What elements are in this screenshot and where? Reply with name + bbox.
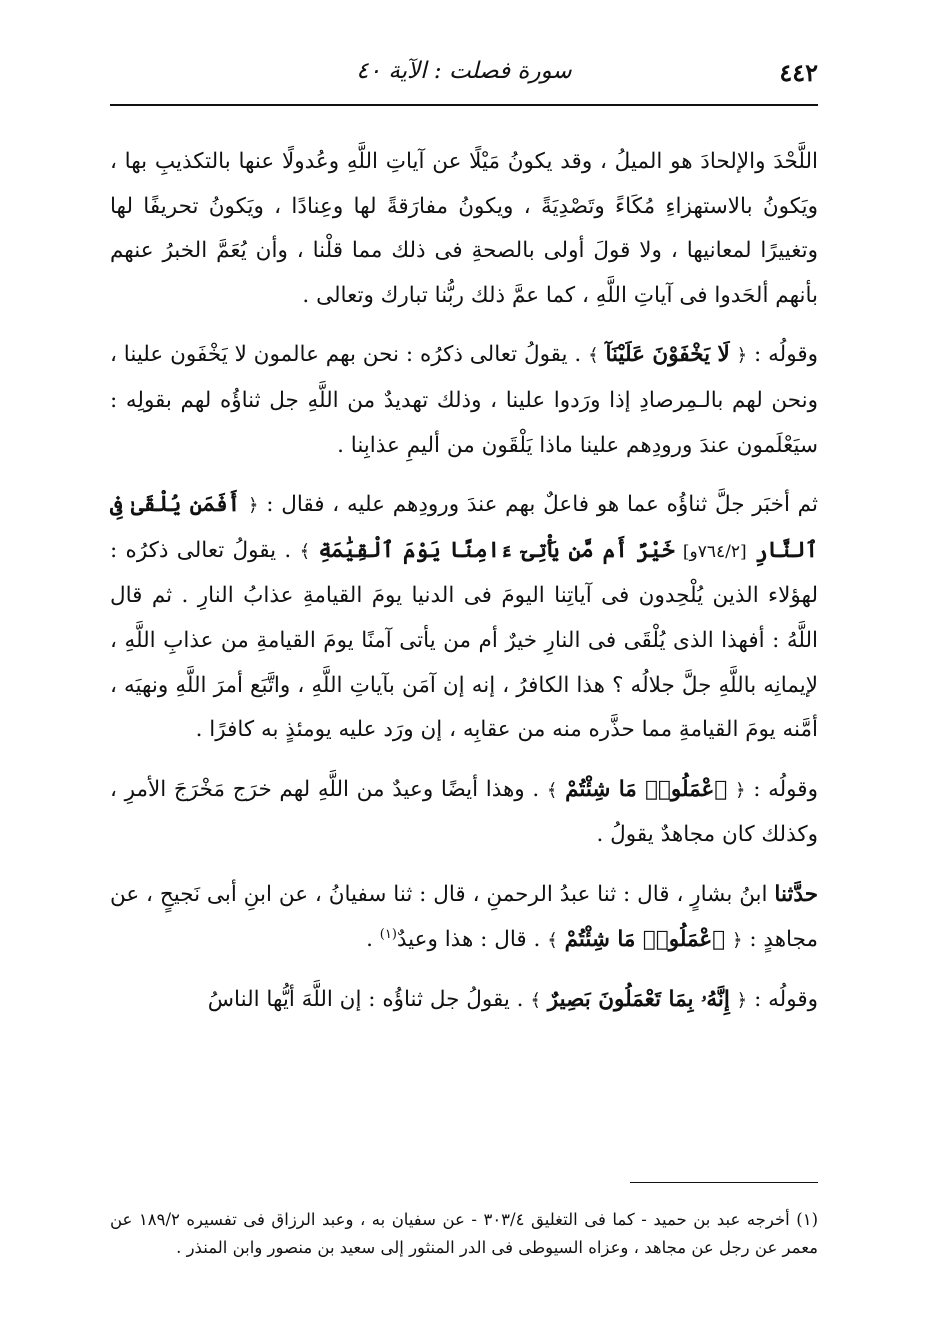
quran-verse: ٱعْمَلُوا۟ مَا شِئْتُمْ: [564, 926, 726, 952]
paragraph-text: . يقولُ تعالى ذكرُه : نحن بهم عالمون لا يَخْفَون علينا ، ونحن لهم بالـمِرصادِ إذا ورَدوا علينا ، وذلك تهديدٌ من اللَّهِ جل ثناؤُه لهم بقولِه : سيَعْلَمون عندَ ورودِهم علينا ماذا يَلْقَون من أليمِ عذابِنا .: [110, 342, 818, 458]
quran-bracket-close: ﴾: [530, 990, 541, 1012]
paragraph-intro: وقولُه :: [754, 987, 818, 1013]
quran-bracket-open: ﴿: [734, 779, 746, 801]
quran-bracket-close: ﴾: [546, 779, 558, 801]
isnad-text: ابنُ بشارٍ ، قال : ثنا عبدُ الرحمنِ ، قال : ثنا سفيانُ ، عن ابنِ أبى نَجيحٍ ، عن مجاهدٍ :: [110, 881, 818, 952]
footnote-rule: [630, 1182, 818, 1183]
paragraph-3: [110, 483, 818, 753]
paragraph-text: . يقولُ تعالى ذكرُه : لهؤلاء الذين يُلْحِدون فى آياتِنا اليومَ فى الدنيا يومَ القيامةِ عذابُ النارِ . ثم قال اللَّهُ : أفهذا الذى يُلْقَى فى النارِ خيرٌ أم من يأتى آمنًا يومَ القيامةِ من عذابِ اللَّهِ ، لإيمانِه باللَّهِ جلَّ جلالُه ؟ هذا الكافرُ ، إنه إن آمَن بآياتِ اللَّهِ ، واتَّبَع أمرَ اللَّهِ ونهيَه ، أمَّنه يومَ القيامةِ مما حذَّره منه من عقابِه ، إن ورَد عليه يومئذٍ به كافرًا .: [110, 537, 818, 743]
footnote: (١) أخرجه عبد بن حميد - كما فى التغليق ٣٠٣/٤ - عن سفيان به ، وعبد الرزاق فى تفسيره ١٨٩/٢ عن معمر عن رجل عن مجاهد ، وعزاه السيوطى فى الدر المنثور إلى سعيد بن منصور وابن المنذر .: [110, 1210, 818, 1257]
quran-bracket-open: ﴿: [736, 990, 748, 1012]
header-rule: [110, 104, 818, 106]
main-text: [110, 140, 818, 1039]
quran-bracket-close: ﴾: [547, 929, 558, 951]
quran-bracket-open: ﴿: [731, 929, 743, 951]
paragraph-5: [110, 873, 818, 963]
quran-bracket-close: ﴾: [588, 345, 599, 367]
paragraph-intro: وقولُه :: [753, 776, 818, 802]
paragraph-intro: وقولُه :: [754, 342, 818, 368]
paragraph-6: [110, 978, 818, 1024]
quran-verse: لَا يَخْفَوْنَ عَلَيْنَآ: [605, 342, 730, 368]
paragraph-2: [110, 333, 818, 468]
running-head: [110, 58, 818, 94]
quran-verse-part-b: خَيْرٌ أَم مَّن يَأْتِىٓ ءَامِنًا يَوْمَ ٱلْقِيَٰمَةِ: [318, 537, 675, 563]
quran-verse: إِنَّهُۥ بِمَا تَعْمَلُونَ بَصِيرٌ: [547, 987, 730, 1013]
paragraph-end: .: [366, 926, 373, 952]
quran-bracket-open: ﴿: [247, 495, 259, 517]
running-title: سورة فصلت : الآية ٤٠: [356, 58, 572, 84]
quran-verse: ٱعْمَلُوا۟ مَا شِئْتُمْ: [565, 776, 728, 802]
paragraph-intro: ثم أخبَر جلَّ ثناؤُه عما هو فاعلٌ بهم عندَ ورودِهم عليه ، فقال :: [266, 492, 818, 518]
footnote-marker: (١): [379, 926, 397, 942]
paragraph-text: . وهذا أيضًا وعيدٌ من اللَّهِ لهم خرَج مَخْرَجَ الأمرِ ، وكذلك كان مجاهدٌ يقولُ .: [110, 776, 818, 848]
page-number: ٤٤٢: [779, 58, 818, 87]
paragraph-1: اللَّحْدَ والإلحادَ هو الميلُ ، وقد يكونُ مَيْلًا عن آياتِ اللَّهِ وعُدولًا عنها بالتكذيبِ بها ، ويَكونُ بالاستهزاءِ مُكَاءً وتَصْدِيَةً ، ويكونُ مفارَقةً لها وعِنادًا ، ويَكونُ تحريفًا لها وتغييرًا لمعانيها ، ولا قولَ أولى بالصحةِ فى ذلك مما قلْنا ، وأن يُعَمَّ الخبرُ عنهم بأنهم ألحَدوا فى آياتِ اللَّهِ ، كما عمَّ ذلك ربُّنا تبارك وتعالى .: [110, 149, 818, 308]
paragraph-4: [110, 768, 818, 858]
paragraph-text: . قال : هذا وعيدٌ: [396, 926, 541, 952]
quran-bracket-close: ﴾: [299, 540, 311, 562]
manuscript-reference: [٧٦٤/٢و]: [682, 541, 747, 562]
hadith-lead-word: حدَّثنا: [774, 881, 818, 907]
quran-bracket-open: ﴿: [736, 345, 748, 367]
paragraph-text: . يقولُ جل ثناؤُه : إن اللَّهَ أيُّها الناسُ: [207, 987, 524, 1013]
quran-verse-part-a: أَفَمَن يُلْقَىٰ فِى ٱلنَّارِ: [110, 492, 818, 563]
